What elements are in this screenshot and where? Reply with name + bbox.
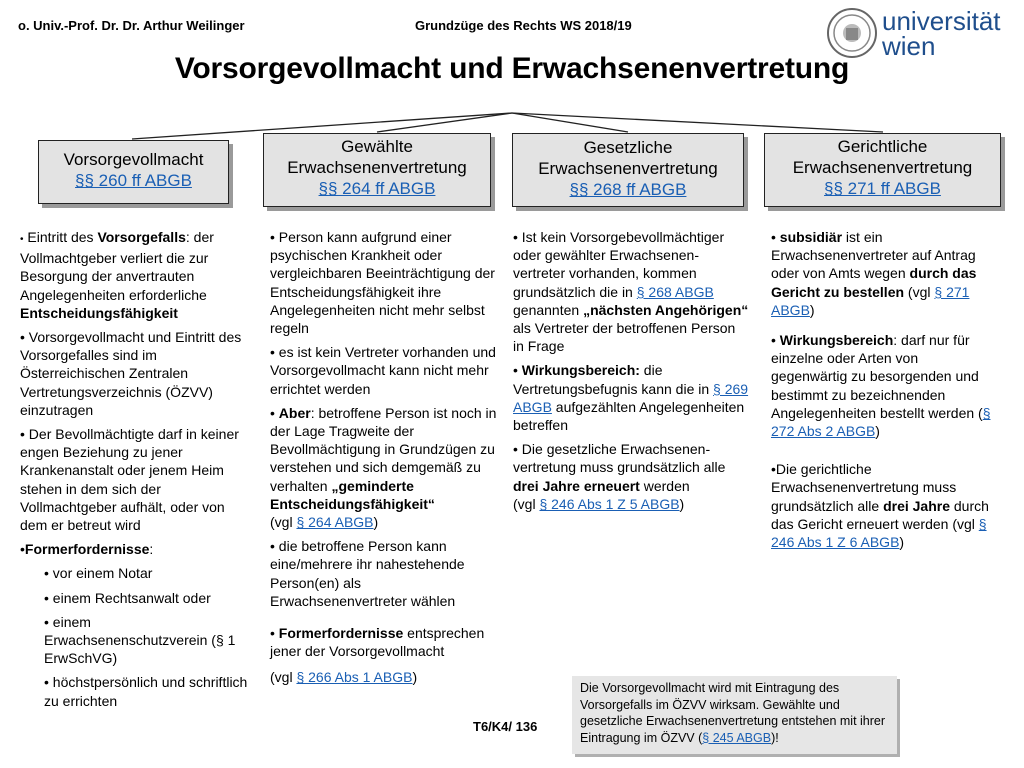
page-title: Vorsorgevollmacht und Erwachsenenvertretung <box>174 52 850 85</box>
note-end: )! <box>771 730 779 745</box>
box-subtitle: Erwachsenenvertretung <box>287 158 467 177</box>
bullet-item: • Wirkungsbereich: darf nur für einzelne oder Arten von gegenwärtig zu besorgenden und bestimmt zu bezeichnenden Angelegenheiten bestellt werden (§ 272 Abs 2 ABGB) <box>771 332 991 440</box>
note-text: Die Vorsorgevollmacht wird mit Eintragung des Vorsorgefalls im ÖZVV wirksam. Gewählte und gesetzliche Erwachsenenvertretung entstehen mit ihrer Eintragung im ÖZVV ( <box>580 681 886 745</box>
category-box-gerichtliche <box>764 133 1001 207</box>
bullet-item: • Der Bevollmächtigte darf in keiner engen Beziehung zu jener Krankenanstalt oder jenem Heim stehen in dem sich der Vollmachtgeber aufhält, oder von dem er betreut wird <box>20 426 239 534</box>
author-header: o. Univ.-Prof. Dr. Dr. Arthur Weilinger <box>18 18 245 33</box>
box-title: Gewählte <box>341 137 413 156</box>
box-link-264-abgb[interactable]: §§ 264 ff ABGB <box>318 179 436 198</box>
bullet-item: • es ist kein Vertreter vorhanden und Vorsorgevollmacht kann nicht mehr errichtet werden <box>270 344 496 397</box>
link-246-z6-abgb[interactable]: § 246 Abs 1 Z 6 ABGB <box>771 515 987 551</box>
link-264-abgb[interactable]: § 264 ABGB <box>296 514 374 531</box>
column-vorsorgevollmacht <box>20 228 254 716</box>
bullet-item: • Die gesetzliche Erwachsenen-vertretung muss grundsätzlich alle drei Jahre erneuert werden (vgl § 246 Abs 1 Z 5 ABGB) <box>513 441 726 512</box>
page-number: T6/K4/ 136 <box>473 719 538 734</box>
link-269-abgb[interactable]: § 269 ABGB <box>513 380 749 415</box>
bullet-item: • Vorsorgevollmacht und Eintritt des Vorsorgefalles sind im Österreichischen Zentralen Vertretungsverzeichnis (ÖZVV) einzutragen <box>20 329 242 418</box>
bullet-item: • die betroffene Person kann eine/mehrere ihr nahestehende Person(en) als Erwachsenenvertreter wählen <box>270 538 465 609</box>
category-box-gesetzliche <box>512 133 744 207</box>
bullet-item: • Formerfordernisse entsprechen jener der Vorsorgevollmacht (vgl § 266 Abs 1 ABGB) <box>270 625 485 686</box>
bullet-item: • Person kann aufgrund einer psychischen Krankheit oder vergleichbaren Beeinträchtigung der Entscheidungsfähigkeit ihre Angelegenheiten nicht mehr selbst regeln <box>270 229 495 337</box>
bullet-icon: • <box>20 234 24 245</box>
box-title: Gerichtliche <box>837 137 928 156</box>
bullet-item: •Die gerichtliche Erwachsenenvertretung muss grundsätzlich alle drei Jahre durch das Gericht erneuert werden (vgl § 246 Abs 1 Z 6 ABGB) <box>771 461 989 551</box>
hierarchy-connector <box>0 0 1024 140</box>
box-link-260-abgb[interactable]: §§ 260 ff ABGB <box>75 171 192 190</box>
box-link-268-abgb[interactable]: §§ 268 ff ABGB <box>569 180 687 199</box>
course-header: Grundzüge des Rechts WS 2018/19 <box>415 18 632 33</box>
box-title: Gesetzliche <box>583 138 673 157</box>
bullet-item: • Wirkungsbereich: die Vertretungsbefugnis kann die in § 269 ABGB aufgezählten Angelegenheiten betreffen <box>513 362 749 434</box>
bullet-item: • Ist kein Vorsorgebevollmächtiger oder gewählter Erwachsenen-vertreter vorhanden, kommen grundsätzlich die in § 268 ABGB genannten „nächsten Angehörigen“ als Vertreter der betroffenen Person in Frage <box>513 229 749 355</box>
link-246-z5-abgb[interactable]: § 246 Abs 1 Z 5 ABGB <box>539 495 680 512</box>
box-link-271-abgb[interactable]: §§ 271 ff ABGB <box>824 179 941 198</box>
link-268-abgb[interactable]: § 268 ABGB <box>636 283 714 300</box>
link-245-abgb[interactable]: § 245 ABGB <box>702 730 772 745</box>
logo-text-wien: wien <box>882 31 936 61</box>
link-271-abgb[interactable]: § 271 ABGB <box>771 283 970 318</box>
bullet-item: • subsidiär ist ein Erwachsenenvertreter auf Antrag oder von Amts wegen durch das Gericht zu bestellen (vgl § 271 ABGB) <box>771 229 977 318</box>
column-gesetzliche <box>513 228 749 519</box>
column-gewaehlte <box>270 228 498 693</box>
link-272-abgb[interactable]: § 272 Abs 2 ABGB <box>771 404 991 440</box>
sub-bullet-item: • einem Erwachsenenschutzverein (§ 1 ErwSchVG) <box>44 613 236 667</box>
box-title: Vorsorgevollmacht <box>63 150 204 169</box>
category-box-vorsorgevollmacht <box>38 140 229 204</box>
note-box <box>572 676 897 754</box>
logo-text-universitaet: universität <box>882 6 1001 36</box>
sub-bullet-item: • einem Rechtsanwalt oder <box>44 589 211 606</box>
sub-bullet-item: • vor einem Notar <box>44 565 153 582</box>
sub-bullet-item: • höchstpersönlich und schriftlich zu errichten <box>44 674 248 709</box>
box-subtitle: Erwachsenenvertretung <box>792 158 973 177</box>
bullet-item: •Formerfordernisse: <box>20 541 154 558</box>
connector-line-2 <box>377 113 512 132</box>
bullet-item: • Eintritt des Vorsorgefalls: der Vollmachtgeber verliert die zur Besorgung der anvertrauten Angelegenheiten erforderliche Entscheidungsfähigkeit <box>20 229 214 321</box>
box-subtitle: Erwachsenenvertretung <box>538 159 718 178</box>
bullet-item: • Aber: betroffene Person ist noch in der Lage Tragweite der Bevollmächtigung in Grundzügen zu verstehen und sich demgemäß zu verhalten „geminderte Entscheidungsfähigkeit“ (vgl § 264 ABGB) <box>270 404 497 531</box>
category-box-gewaehlte <box>263 133 491 207</box>
column-gerichtliche <box>771 228 996 557</box>
link-266-abgb[interactable]: § 266 Abs 1 ABGB <box>296 669 413 686</box>
